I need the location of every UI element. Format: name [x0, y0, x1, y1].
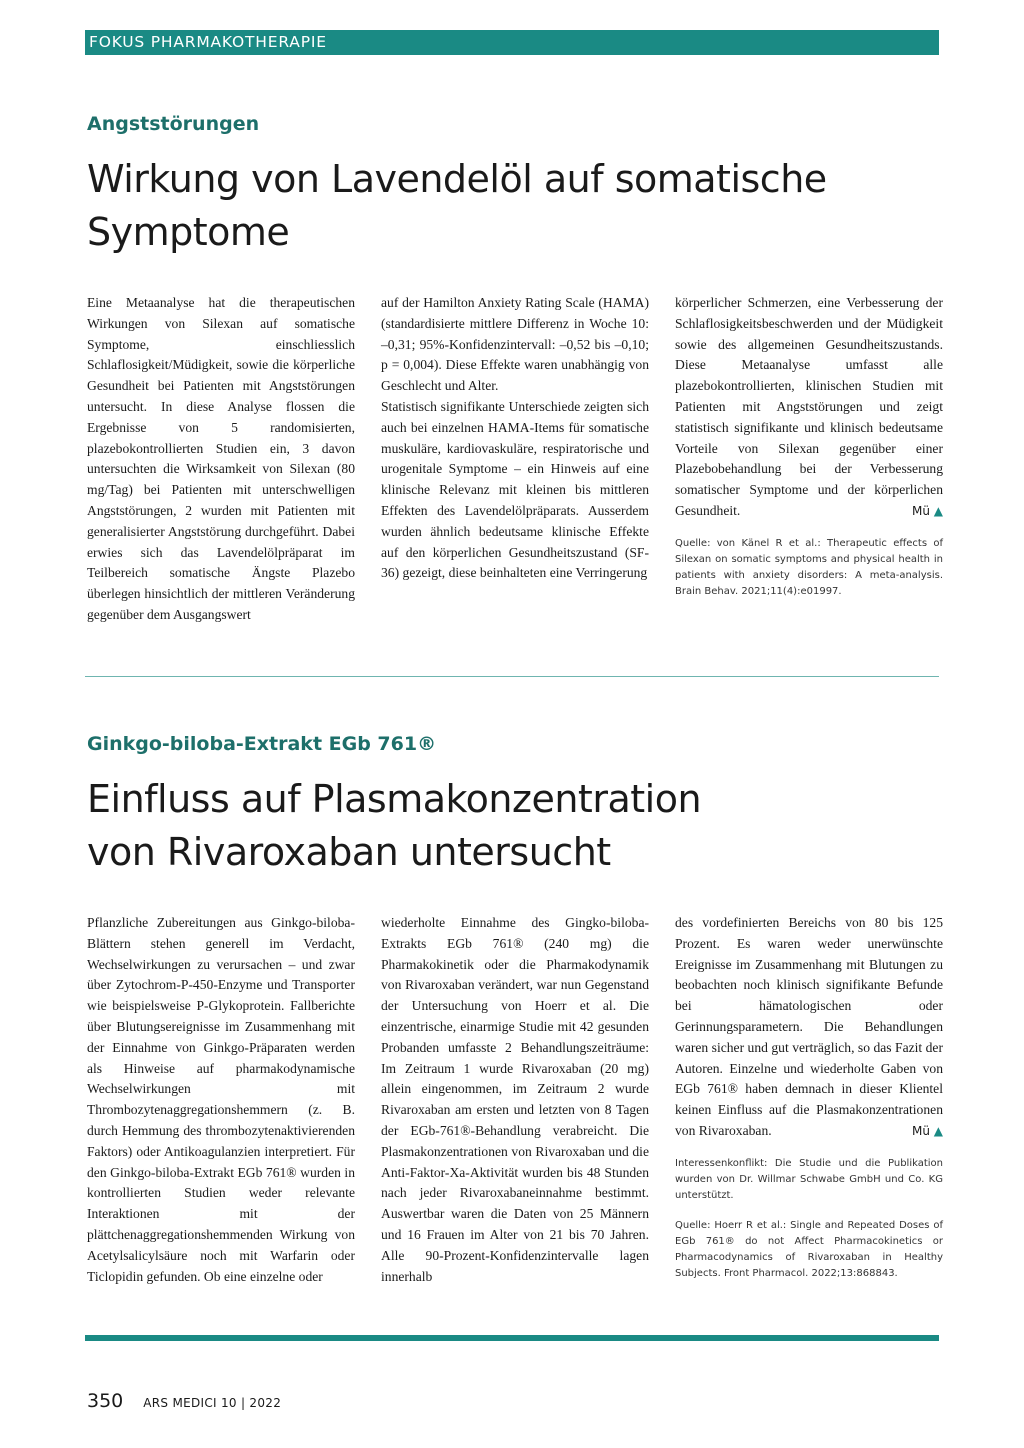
article-title: Einfluss auf Plasmakonzentration von Rivaroxaban untersucht [87, 777, 702, 874]
article-ginkgo [87, 733, 939, 879]
article-kicker: Ginkgo-biloba-Extrakt EGb 761® [87, 733, 437, 755]
section-header-band [85, 30, 939, 55]
body-text: des vordefinierten Bereichs von 80 bis 125 Prozent. Es waren weder unerwünschte Ereignisse im Zusammenhang mit Blutungen zu beobachten noch klinisch signifikante Befunde bei hämatologischen oder Gerinnungsparametern. Die Behandlungen waren sicher und gut verträglich, so das Fazit der Autoren. Einzelne und wiederholte Gaben von EGb 761® haben demnach in dieser Klientel keinen Einfluss auf die Plasmakonzentrationen von Rivaroxaban. [675, 915, 943, 1138]
body-paragraph: wiederholte Einnahme des Gingko-biloba-Extrakts EGb 761® (240 mg) die Pharmakokinetik oder die Pharmakodynamik von Rivaroxaban verändert, war nun Gegenstand der Untersuchung von Hoerr et al. Die einzentrische, einarmige Studie mit 42 gesunden Probanden umfasste 2 Behandlungszeiträume: Im Zeitraum 1 wurde Rivaroxaban (20 mg) allein eingenommen, im Zeitraum 2 wurde Rivaroxaban am ersten und letzten von 8 Tagen der EGb-761®-Behandlung verabreicht. Die Plasmakonzentrationen von Rivaroxaban und die Anti-Faktor-Xa-Aktivität wurden bis 48 Stunden nach jeder Rivaroxabaneinnahme bestimmt. Auswertbar waren die Daten von 25 Männern und 16 Frauen im Alter von 21 bis 70 Jahren. Alle 90-Prozent-Konfidenzintervalle lagen innerhalb [381, 915, 649, 1284]
article-column-2 [381, 913, 649, 1287]
article-title: Wirkung von Lavendelöl auf somatische Symptome [87, 157, 827, 254]
article-kicker: Angststörungen [87, 113, 260, 135]
article-column-1 [87, 293, 355, 626]
author-mark [912, 501, 943, 522]
journal-issue: ARS MEDICI 10 | 2022 [143, 1396, 282, 1410]
conflict-note: Interessenkonflikt: Die Studie und die Publikation wurden von Dr. Willmar Schwabe GmbH und Co. KG unterstützt. [675, 1157, 943, 1201]
body-paragraph: Eine Metaanalyse hat die therapeutischen Wirkungen von Silexan auf somatische Symptome, einschliesslich Schlaflosigkeit/Müdigkeit, sowie die körperliche Gesundheit bei Patienten mit Angststörungen untersucht. In diese Analyse flossen die Ergebnisse von 5 randomisierten, plazebokontrollierten Studien ein, 3 davon untersuchten die Wirksamkeit von Silexan (80 mg/Tag) bei Patienten mit unterschwelligen Angststörungen, 2 wurden mit Patienten mit generalisierter Angststörung durchgeführt. Dabei erwies sich das Lavendelölpräparat im Teilbereich somatische Ängste Plazebo überlegen hinsichtlich der mittleren Veränderung gegenüber dem Ausgangswert [87, 295, 355, 622]
article-lavender [87, 113, 939, 259]
body-paragraph [675, 293, 943, 522]
author-mark [912, 1121, 943, 1142]
author-initials: Mü [911, 1123, 930, 1138]
author-initials: Mü [911, 503, 930, 518]
body-paragraph: Statistisch signifikante Unterschiede zeigten sich auch bei einzelnen HAMA-Items für somatische muskuläre, kardiovaskuläre, respiratorische und urogenitale Symptome – ein Hinweis auf eine klinische Relevanz mit kleinen bis mittleren Effekten des Lavendelölpräparats. Ausserdem wurden ähnlich bedeutsame klinische Effekte auf den körperlichen Gesundheitszustand (SF-36) gezeigt, diese beinhalteten eine Verringerung [381, 398, 649, 581]
section-divider [85, 676, 939, 677]
article-column-2 [381, 293, 649, 626]
page-number: 350 [87, 1390, 124, 1412]
source-note: Quelle: Hoerr R et al.: Single and Repeated Doses of EGb 761® do not Affect Pharmacokinetics or Pharmacodynamics of Rivaroxaban in Healthy Subjects. Front Pharmacol. 2022;13:868843. [675, 1219, 943, 1279]
end-triangle-icon: ▲ [933, 1123, 943, 1138]
source-note: Quelle: von Känel R et al.: Therapeutic effects of Silexan on somatic symptoms and physical health in patients with anxiety disorders: A meta-analysis. Brain Behav. 2021;11(4):e01997. [675, 537, 943, 597]
body-paragraph: auf der Hamilton Anxiety Rating Scale (HAMA) (standardisierte mittlere Differenz in Woche 10: –0,31; 95%-Konfidenzintervall: –0,52 bis –0,10; p = 0,004). Diese Effekte waren unabhängig von Geschlecht und Alter. [381, 295, 649, 394]
footer-rule [85, 1335, 939, 1341]
article-column-3 [675, 293, 943, 626]
end-triangle-icon: ▲ [933, 503, 943, 518]
body-paragraph: Pflanzliche Zubereitungen aus Ginkgo-biloba-Blättern stehen generell im Verdacht, Wechselwirkungen zu verursachen – und zwar über Zytochrom-P-450-Enzyme und Transporter wie beispielsweise P-Glykoprotein. Fallberichte über Blutungsereignisse im Zusammenhang mit der Einnahme von Ginkgo-Präparaten werden als Hinweise auf pharmakodynamische Wechselwirkungen mit Thrombozytenaggregationshemmern (z. B. durch Hemmung des thrombozytenaktivierenden Faktors) oder Antikoagulanzien interpretiert. Für den Ginkgo-biloba-Extrakt EGb 761® wurden in kontrollierten Studien weder relevante Interaktionen mit der plättchenaggregationshemmenden Wirkung von Acetylsalicylsäure noch mit Warfarin oder Ticlopidin gefunden. Ob eine einzelne oder [87, 915, 355, 1284]
body-text: körperlicher Schmerzen, eine Verbesserung der Schlaflosigkeitsbeschwerden und der Müdigkeit sowie des allgemeinen Gesundheitszustands. Diese Metaanalyse umfasst alle plazebokontrollierten, klinischen Studien mit Patienten mit Angststörungen und zeigt statistisch signifikante und klinisch bedeutsame Vorteile von Silexan gegenüber einer Plazebobehandlung bei der Verbesserung somatischer Symptome und der körperlichen Gesundheit. [675, 295, 943, 518]
section-label: FOKUS PHARMAKOTHERAPIE [89, 33, 327, 51]
article-column-1 [87, 913, 355, 1287]
page-footer [87, 1390, 281, 1412]
body-paragraph [675, 913, 943, 1142]
article-column-3 [675, 913, 943, 1287]
